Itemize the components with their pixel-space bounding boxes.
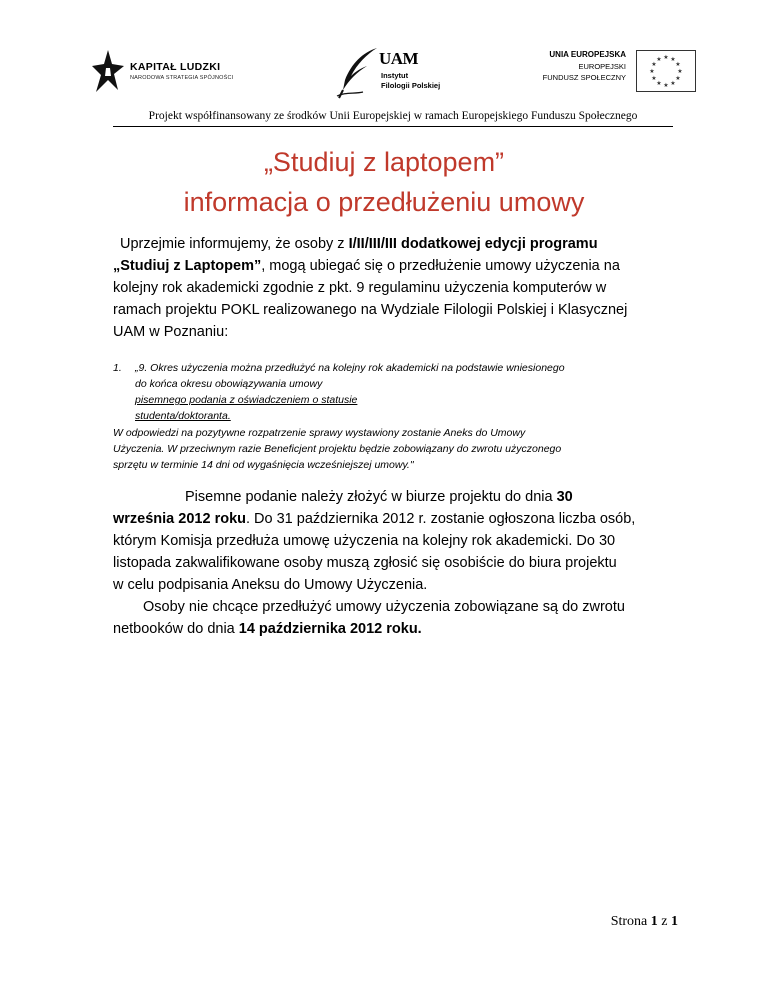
svg-text:★: ★ xyxy=(670,80,676,87)
svg-text:★: ★ xyxy=(670,56,676,63)
list-number: 1. xyxy=(113,362,122,374)
deadline-date: września 2012 roku xyxy=(113,511,246,527)
svg-text:★: ★ xyxy=(651,61,657,68)
uam-institute-line1: Instytut xyxy=(381,71,409,80)
svg-text:★: ★ xyxy=(677,68,683,75)
program-name: „Studiuj z Laptopem” xyxy=(113,258,262,274)
uam-logo xyxy=(333,46,443,102)
header-divider xyxy=(113,126,673,127)
eu-logo xyxy=(516,50,696,96)
intro-text: kolejny rok akademicki zgodnie z pkt. 9 regulaminu użyczenia komputerów w xyxy=(113,280,607,296)
deadline-day: 30 xyxy=(556,489,573,505)
document-subtitle: informacja o przedłużeniu umowy xyxy=(183,187,585,217)
page-number: Strona 1 z 1 xyxy=(610,914,678,929)
intro-paragraph xyxy=(113,233,673,343)
body-text: w celu podpisania Aneksu do Umowy Użyczenia. xyxy=(113,577,428,593)
quote-underlined-text: studenta/doktoranta. xyxy=(135,410,231,422)
svg-text:★: ★ xyxy=(651,75,657,82)
deadline-paragraph xyxy=(113,486,673,640)
svg-text:★: ★ xyxy=(675,61,681,68)
body-text: którym Komisja przedłuża umowę użyczenia na kolejny rok akademicki. Do 30 xyxy=(113,533,616,549)
quote-text: Użyczenia. W przeciwnym razie Beneficjent projektu będzie zobowiązany do zwrotu użyczonego xyxy=(113,443,562,455)
svg-text:★: ★ xyxy=(663,54,669,61)
eu-line1: UNIA EUROPEJSKA xyxy=(549,50,626,59)
kapital-ludzki-star-icon xyxy=(92,50,124,94)
uam-title: UAM xyxy=(379,49,419,68)
svg-text:★: ★ xyxy=(649,68,655,75)
quote-text: do końca okresu obowiązywania umowy xyxy=(135,378,323,390)
intro-text: , mogą ubiegać się o przedłużenie umowy użyczenia na xyxy=(261,258,620,274)
kapital-ludzki-title: KAPITAŁ LUDZKI xyxy=(130,61,221,73)
kapital-ludzki-subtitle: NARODOWA STRATEGIA SPÓJNOŚCI xyxy=(130,75,234,81)
intro-text: UAM w Poznaniu: xyxy=(113,324,229,340)
total-pages: 1 xyxy=(671,914,678,929)
svg-text:★: ★ xyxy=(656,56,662,63)
body-text: Pisemne podanie należy złożyć w biurze projektu do dnia xyxy=(185,489,557,505)
current-page: 1 xyxy=(650,914,658,929)
intro-text: ramach projektu POKL realizowanego na Wydziale Filologii Polskiej i Klasycznej xyxy=(113,302,628,318)
kapital-ludzki-logo xyxy=(92,50,252,96)
quote-text: W odpowiedzi na pozytywne rozpatrzenie sprawy wystawiony zostanie Aneks do Umowy xyxy=(113,427,526,439)
regulation-quote-continued xyxy=(113,425,673,473)
quill-icon xyxy=(333,46,381,100)
eu-line2: EUROPEJSKI xyxy=(578,62,626,71)
intro-text: Uprzejmie informujemy, że osoby z xyxy=(120,236,349,252)
cofinancing-note: Projekt współfinansowany ze środków Unii Europejskiej w ramach Europejskiego Funduszu Społecznego xyxy=(148,110,638,122)
quote-text: sprzętu w terminie 14 dni od wygaśnięcia wcześniejszej umowy." xyxy=(113,459,414,471)
body-text: Osoby nie chcące przedłużyć umowy użyczenia zobowiązane są do zwrotu xyxy=(143,599,625,615)
quote-text: „9. Okres użyczenia można przedłużyć na kolejny rok akademicki na podstawie wniesionego xyxy=(135,362,565,374)
return-deadline: 14 października 2012 roku. xyxy=(238,621,422,637)
svg-text:★: ★ xyxy=(675,75,681,82)
eu-flag-icon xyxy=(636,50,696,92)
svg-text:★: ★ xyxy=(656,80,662,87)
document-title: „Studiuj z laptopem” xyxy=(263,147,505,177)
body-text: . Do 31 października 2012 r. zostanie ogłoszona liczba osób, xyxy=(246,511,636,527)
uam-institute-line2: Filologii Polskiej xyxy=(381,81,441,90)
edition-list: I/II/III/III dodatkowej edycji programu xyxy=(348,236,598,252)
svg-text:★: ★ xyxy=(663,82,669,89)
body-text: netbooków do dnia xyxy=(113,621,239,637)
quote-underlined-text: pisemnego podania z oświadczeniem o statusie xyxy=(135,394,358,406)
eu-line3: FUNDUSZ SPOŁECZNY xyxy=(542,73,626,82)
body-text: listopada zakwalifikowane osoby muszą zgłosić się osobiście do biura projektu xyxy=(113,555,617,571)
